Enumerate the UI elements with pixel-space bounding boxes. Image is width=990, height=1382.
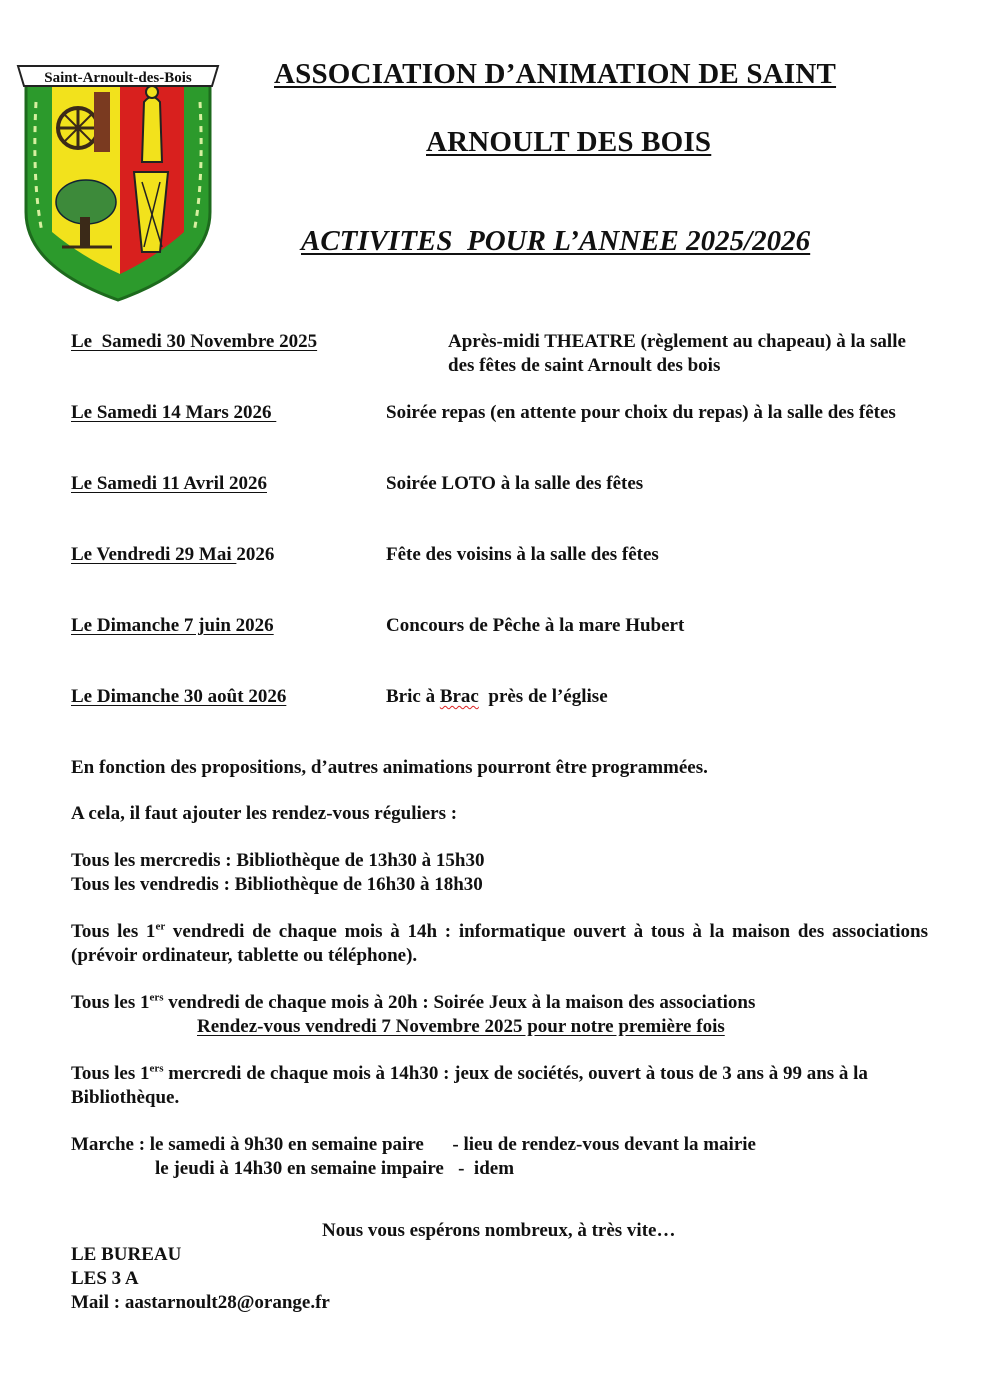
event-date-3: Le Samedi 11 Avril 2026	[71, 473, 267, 494]
it-prefix: Tous les 1	[71, 921, 156, 942]
board-games-paragraph	[71, 1062, 931, 1110]
event-date-4-underlined: Le Vendredi 29 Mai	[71, 544, 237, 565]
event-desc-6-before: Bric à	[386, 686, 440, 707]
board-sup: ers	[149, 1062, 164, 1075]
games-prefix: Tous les 1	[71, 992, 150, 1013]
event-desc-6-wavy: Brac	[439, 686, 479, 707]
crest-banner-text: Saint-Arnoult-des-Bois	[44, 70, 192, 86]
walk-line-1: Marche : le samedi à 9h30 en semaine paire - lieu de rendez-vous devant la mairie	[71, 1134, 756, 1155]
it-text: vendredi de chaque mois à 14h : informatique ouvert à tous à la maison des associations (prévoir ordinateur, tablette ou téléphone).	[71, 921, 929, 966]
board-text: mercredi de chaque mois à 14h30 : jeux de sociétés, ouvert à tous de 3 ans à 99 ans à la Bibliothèque.	[71, 1063, 868, 1108]
subtitle: ACTIVITES POUR L’ANNEE 2025/2026	[301, 225, 811, 257]
event-desc-6	[386, 685, 608, 709]
title-line-2: ARNOULT DES BOIS	[426, 126, 712, 158]
event-desc-2: Soirée repas (en attente pour choix du repas) à la salle des fêtes	[386, 402, 896, 423]
it-paragraph	[71, 920, 928, 968]
games-text: vendredi de chaque mois à 20h : Soirée Jeux à la maison des associations	[163, 992, 756, 1013]
event-date-5: Le Dimanche 7 juin 2026	[71, 615, 274, 636]
event-desc-1: Après-midi THEATRE (règlement au chapeau) à la salle des fêtes de saint Arnoult des bois	[448, 331, 906, 376]
event-date-2: Le Samedi 14 Mars 2026	[71, 402, 277, 423]
wednesdays-text: Tous les mercredis : Bibliothèque de 13h30 à 15h30	[71, 850, 485, 871]
walk-line-2: le jeudi à 14h30 en semaine impaire - idem	[155, 1158, 515, 1179]
coat-of-arms	[12, 62, 224, 306]
event-date-4-rest: 2026	[236, 544, 275, 565]
games-rendezvous: Rendez-vous vendredi 7 Novembre 2025 pour notre première fois	[197, 1016, 725, 1037]
event-date-4	[71, 543, 274, 567]
games-sup: ers	[149, 991, 164, 1004]
les3a-label: LES 3 A	[71, 1268, 139, 1289]
it-sup: er	[155, 920, 166, 933]
title-line-1: ASSOCIATION D’ANIMATION DE SAINT	[274, 58, 837, 90]
board-prefix: Tous les 1	[71, 1063, 150, 1084]
fridays-text: Tous les vendredis : Bibliothèque de 16h30 à 18h30	[71, 874, 483, 895]
event-desc-4: Fête des voisins à la salle des fêtes	[386, 544, 659, 565]
event-desc-5: Concours de Pêche à la mare Hubert	[386, 615, 685, 636]
propositions-text: En fonction des propositions, d’autres animations pourront être programmées.	[71, 757, 708, 778]
event-date-6: Le Dimanche 30 août 2026	[71, 686, 287, 707]
mail-text: Mail : aastarnoult28@orange.fr	[71, 1292, 330, 1313]
bureau-label: LE BUREAU	[71, 1244, 182, 1265]
regular-intro: A cela, il faut ajouter les rendez-vous réguliers :	[71, 803, 458, 824]
event-desc-6-after: près de l’église	[478, 686, 608, 707]
event-date-1: Le Samedi 30 Novembre 2025	[71, 331, 318, 352]
games-paragraph	[71, 991, 755, 1015]
event-desc-3: Soirée LOTO à la salle des fêtes	[386, 473, 644, 494]
closing-text: Nous vous espérons nombreux, à très vite…	[322, 1220, 676, 1241]
